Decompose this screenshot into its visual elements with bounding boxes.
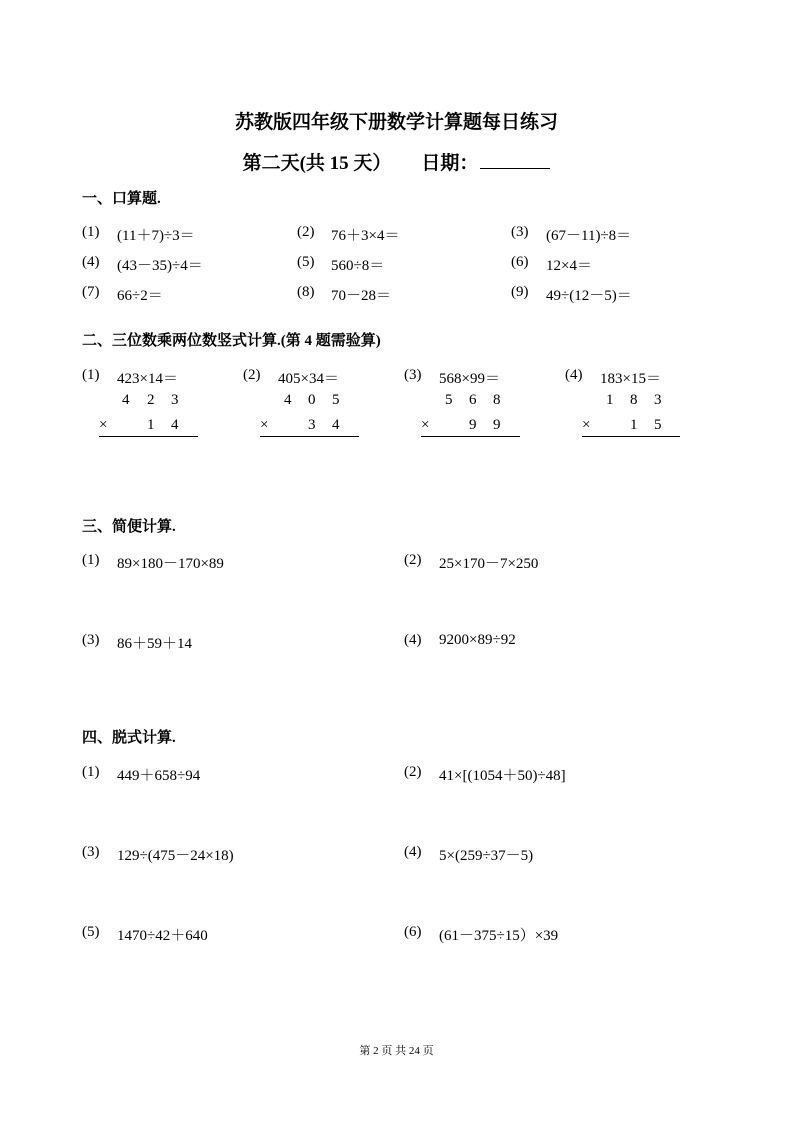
digit: 4 bbox=[284, 392, 292, 408]
item-expression: (61－375÷15）×39 bbox=[439, 928, 559, 944]
item-number: (3) bbox=[82, 632, 100, 648]
day-info bbox=[0, 148, 793, 175]
item-number: (4) bbox=[404, 844, 422, 860]
item-expression: 70－28＝ bbox=[331, 288, 392, 304]
multiply-sign: × bbox=[421, 417, 430, 433]
digit: 4 bbox=[332, 417, 340, 433]
multiply-sign: × bbox=[260, 417, 269, 433]
item-expression: 423×14＝ bbox=[117, 371, 178, 387]
day-counter: 第二天(共 15 天） bbox=[242, 153, 392, 174]
item-number: (5) bbox=[82, 924, 100, 940]
digit: 9 bbox=[469, 417, 477, 433]
item-expression: 49÷(12－5)＝ bbox=[546, 288, 632, 304]
digit: 5 bbox=[445, 392, 453, 408]
item-expression: (43－35)÷4＝ bbox=[117, 258, 203, 274]
item-expression: 560÷8＝ bbox=[331, 258, 385, 274]
item-number: (2) bbox=[297, 224, 315, 240]
item-expression: 86＋59＋14 bbox=[117, 636, 193, 652]
page-title: 苏教版四年级下册数学计算题每日练习 bbox=[234, 112, 558, 133]
item-number: (9) bbox=[511, 284, 529, 300]
section-heading-simplify: 三、简便计算. bbox=[82, 519, 176, 535]
item-expression: (67－11)÷8＝ bbox=[546, 228, 632, 244]
item-number: (1) bbox=[82, 224, 100, 240]
digit: 3 bbox=[171, 392, 179, 408]
date-label: 日期： bbox=[421, 153, 479, 174]
item-expression: 9200×89÷92 bbox=[439, 632, 516, 648]
item-number: (3) bbox=[82, 844, 100, 860]
item-number: (6) bbox=[511, 254, 529, 270]
item-number: (3) bbox=[511, 224, 529, 240]
item-expression: 1470÷42＋640 bbox=[117, 928, 208, 944]
item-expression: 5×(259÷37－5) bbox=[439, 848, 534, 864]
calc-underline bbox=[582, 436, 680, 437]
item-number: (4) bbox=[404, 632, 422, 648]
item-number: (2) bbox=[404, 552, 422, 568]
digit: 6 bbox=[469, 392, 477, 408]
item-number: (2) bbox=[404, 764, 422, 780]
item-number: (4) bbox=[82, 254, 100, 270]
item-number: (1) bbox=[82, 367, 100, 383]
digit: 3 bbox=[654, 392, 662, 408]
item-expression: 89×180－170×89 bbox=[117, 556, 224, 572]
digit: 1 bbox=[630, 417, 638, 433]
item-expression: 12×4＝ bbox=[546, 258, 592, 274]
page-footer: 第 2 页 共 24 页 bbox=[359, 1045, 434, 1057]
item-number: (7) bbox=[82, 284, 100, 300]
section-heading-vertical: 二、三位数乘两位数竖式计算.(第 4 题需验算) bbox=[82, 333, 381, 349]
item-expression: 76＋3×4＝ bbox=[331, 228, 400, 244]
digit: 4 bbox=[122, 392, 130, 408]
item-number: (1) bbox=[82, 552, 100, 568]
digit: 1 bbox=[147, 417, 155, 433]
item-expression: 568×99＝ bbox=[439, 371, 500, 387]
item-number: (3) bbox=[404, 367, 422, 383]
item-expression: (11＋7)÷3＝ bbox=[117, 228, 195, 244]
date-blank bbox=[480, 151, 550, 169]
digit: 5 bbox=[332, 392, 340, 408]
digit: 2 bbox=[147, 392, 155, 408]
multiply-sign: × bbox=[99, 417, 108, 433]
item-expression: 25×170－7×250 bbox=[439, 556, 539, 572]
calc-underline bbox=[99, 436, 198, 437]
digit: 8 bbox=[493, 392, 501, 408]
item-expression: 66÷2＝ bbox=[117, 288, 163, 304]
digit: 0 bbox=[308, 392, 316, 408]
digit: 3 bbox=[308, 417, 316, 433]
item-number: (6) bbox=[404, 924, 422, 940]
item-number: (1) bbox=[82, 764, 100, 780]
digit: 5 bbox=[654, 417, 662, 433]
item-number: (8) bbox=[297, 284, 315, 300]
calc-underline bbox=[260, 436, 359, 437]
item-number: (2) bbox=[243, 367, 261, 383]
section-heading-oral: 一、口算题. bbox=[82, 191, 161, 207]
multiply-sign: × bbox=[582, 417, 591, 433]
digit: 8 bbox=[630, 392, 638, 408]
section-heading-stepwise: 四、脱式计算. bbox=[82, 730, 176, 746]
digit: 9 bbox=[493, 417, 501, 433]
digit: 1 bbox=[606, 392, 614, 408]
item-expression: 41×[(1054＋50)÷48] bbox=[439, 768, 566, 784]
item-number: (4) bbox=[565, 367, 583, 383]
item-expression: 129÷(475－24×18) bbox=[117, 848, 234, 864]
calc-underline bbox=[421, 436, 520, 437]
item-expression: 405×34＝ bbox=[278, 371, 339, 387]
item-expression: 183×15＝ bbox=[600, 371, 661, 387]
item-expression: 449＋658÷94 bbox=[117, 768, 201, 784]
digit: 4 bbox=[171, 417, 179, 433]
item-number: (5) bbox=[297, 254, 315, 270]
